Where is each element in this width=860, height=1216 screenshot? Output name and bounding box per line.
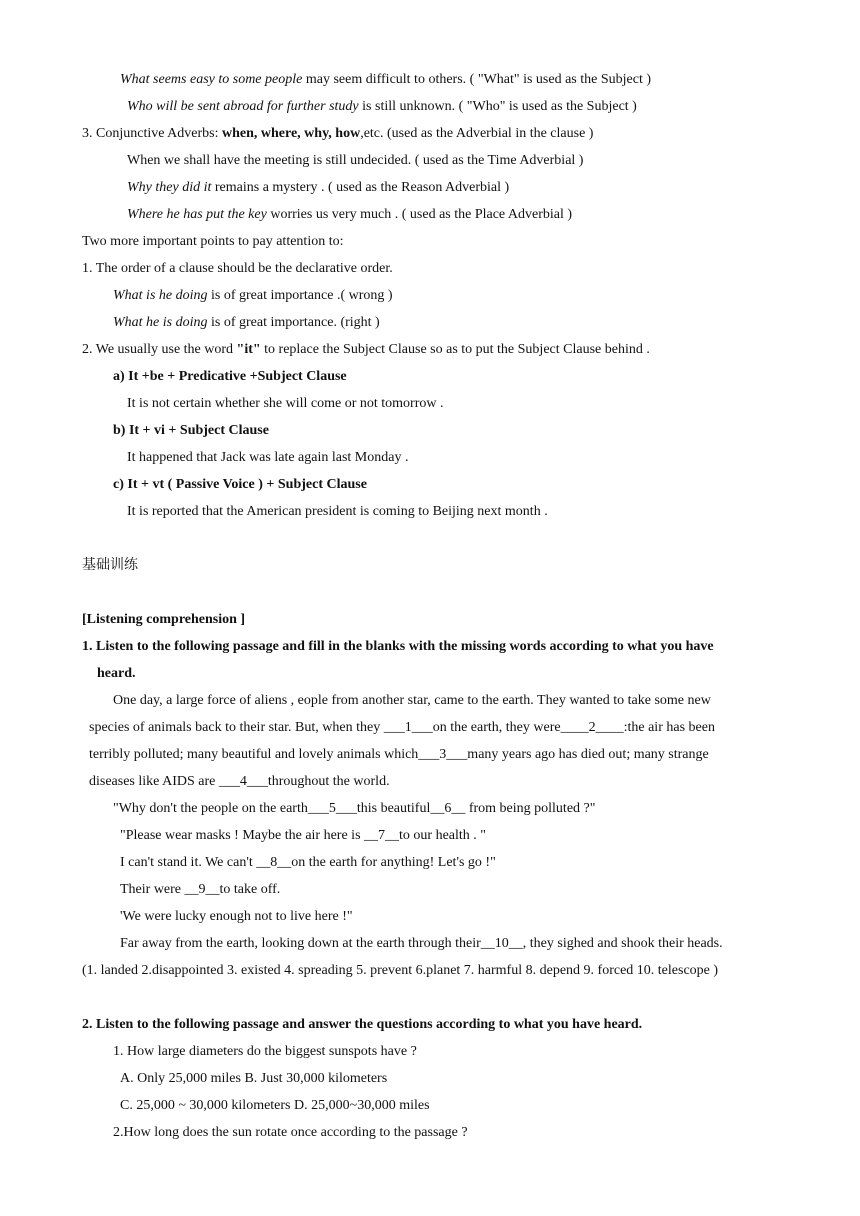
passage-line-6: "Please wear masks ! Maybe the air here is __7__to our health . ": [120, 828, 486, 843]
passage-line-9: 'We were lucky enough not to live here !": [120, 909, 353, 924]
point-1: 1. The order of a clause should be the declarative order.: [82, 261, 393, 276]
point-2: 2. We usually use the word "it" to replace the Subject Clause so as to put the Subject Clause behind .: [82, 342, 650, 357]
example-place-adverbial: Where he has put the key worries us very much . ( used as the Place Adverbial ): [127, 207, 573, 222]
example-what-subject: What seems easy to some people may seem difficult to others. ( "What" is used as the Subject ): [120, 72, 651, 87]
basic-training-heading: 基础训练: [82, 557, 138, 573]
passage-line-2: species of animals back to their star. But, when they ___1___on the earth, they were____2____:the air has been: [89, 720, 715, 735]
example-reason-adverbial: Why they did it remains a mystery . ( used as the Reason Adverbial ): [127, 180, 510, 195]
question-1-line-1: 1. Listen to the following passage and fill in the blanks with the missing words according to what you have: [82, 639, 714, 654]
passage-line-5: "Why don't the people on the earth___5___this beautiful__6__ from being polluted ?": [113, 801, 596, 816]
question-2-item-1-options-cd: C. 25,000 ~ 30,000 kilometers D. 25,000~30,000 miles: [120, 1098, 430, 1113]
passage-line-4: diseases like AIDS are ___4___throughout the world.: [89, 774, 390, 789]
question-2-heading: 2. Listen to the following passage and answer the questions according to what you have heard.: [82, 1017, 643, 1032]
pattern-c-heading: c) It + vt ( Passive Voice ) + Subject Clause: [113, 477, 367, 492]
question-2-item-2: 2.How long does the sun rotate once according to the passage ?: [113, 1125, 468, 1140]
point-1-wrong-example: What is he doing is of great importance .( wrong ): [113, 288, 393, 303]
passage-line-3: terribly polluted; many beautiful and lovely animals which___3___many years ago has died out; many strange: [89, 747, 709, 762]
question-1-line-2: heard.: [97, 666, 136, 681]
conjunctive-adverbs-heading: 3. Conjunctive Adverbs: when, where, why, how,etc. (used as the Adverbial in the clause ): [82, 126, 594, 141]
pattern-b-example: It happened that Jack was late again last Monday .: [127, 450, 409, 465]
passage-line-7: I can't stand it. We can't __8__on the earth for anything! Let's go !": [120, 855, 496, 870]
pattern-a-heading: a) It +be + Predicative +Subject Clause: [113, 369, 347, 384]
point-1-right-example: What he is doing is of great importance. (right ): [113, 315, 380, 330]
example-who-subject: Who will be sent abroad for further study is still unknown. ( "Who" is used as the Subject ): [127, 99, 637, 114]
listening-heading: [Listening comprehension ]: [82, 612, 246, 627]
pattern-b-heading: b) It + vi + Subject Clause: [113, 423, 269, 438]
passage-line-8: Their were __9__to take off.: [120, 882, 281, 897]
question-2-item-1-options-ab: A. Only 25,000 miles B. Just 30,000 kilometers: [120, 1071, 388, 1086]
pattern-c-example: It is reported that the American president is coming to Beijing next month .: [127, 504, 548, 519]
points-title: Two more important points to pay attention to:: [82, 234, 344, 249]
pattern-a-example: It is not certain whether she will come or not tomorrow .: [127, 396, 444, 411]
answer-key: (1. landed 2.disappointed 3. existed 4. spreading 5. prevent 6.planet 7. harmful 8. depend 9. forced 10. telescope ): [82, 963, 719, 978]
passage-line-1: One day, a large force of aliens , eople from another star, came to the earth. They wanted to take some new: [113, 693, 711, 708]
question-2-item-1: 1. How large diameters do the biggest sunspots have ?: [113, 1044, 417, 1059]
example-time-adverbial: When we shall have the meeting is still undecided. ( used as the Time Adverbial ): [127, 153, 584, 168]
passage-line-10: Far away from the earth, looking down at the earth through their__10__, they sighed and shook their heads.: [120, 936, 723, 951]
